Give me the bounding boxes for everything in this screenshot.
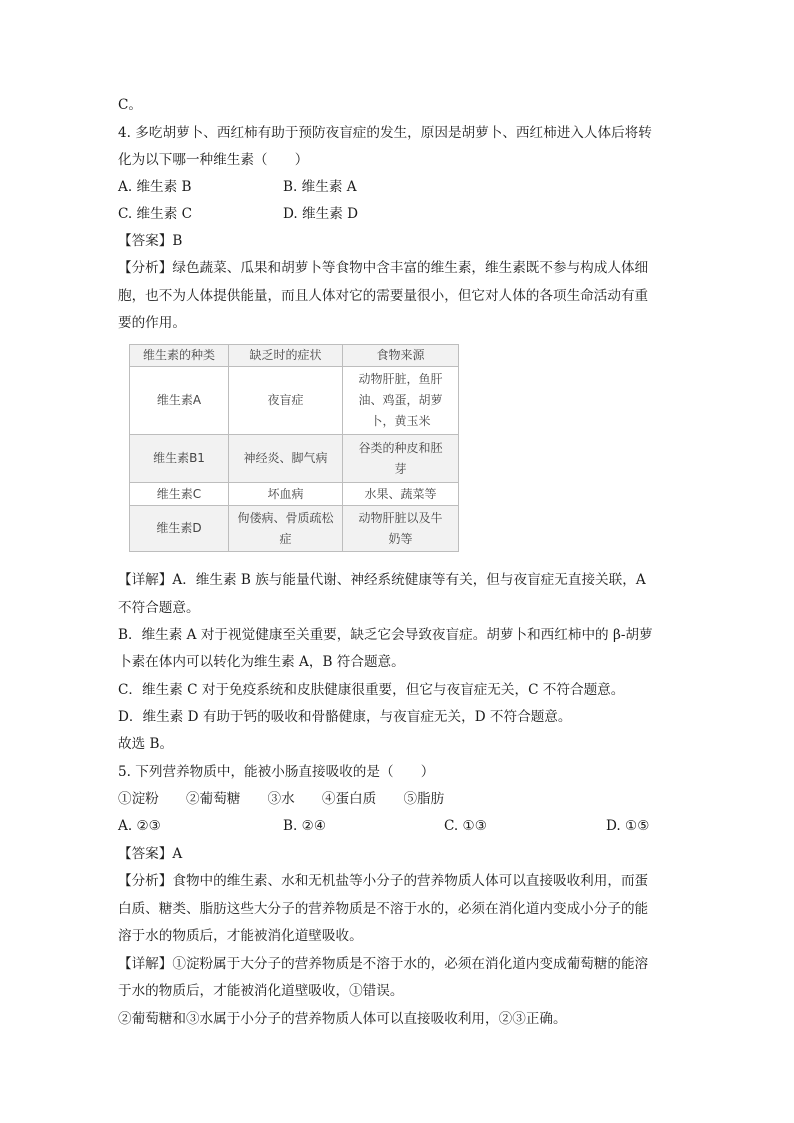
q5-items: ①淀粉 ②葡萄糖 ③水 ④蛋白质 ⑤脂肪 <box>118 791 445 807</box>
question-4-stem-cont: 化为以下哪一种维生素（ ） <box>118 152 309 168</box>
table-row <box>130 506 459 552</box>
q5-detail: 【详解】①淀粉属于大分子的营养物质是不溶于水的，必须在消化道内变成葡萄糖的能溶 <box>118 956 649 972</box>
table-header: 维生素的种类 <box>130 345 229 367</box>
vitamin-table <box>129 344 459 552</box>
table-row <box>130 435 459 483</box>
table-header: 食物来源 <box>343 345 459 367</box>
q4-answer: 【答案】B <box>118 233 183 249</box>
table-row <box>130 367 459 435</box>
q5-detail: 于水的物质后，才能被消化道壁吸收，①错误。 <box>118 983 404 999</box>
text-line: C。 <box>118 97 142 113</box>
table-cell: 水果、蔬菜等 <box>343 483 459 506</box>
table-cell: 维生素A <box>130 367 229 435</box>
q4-analysis: 【分析】绿色蔬菜、瓜果和胡萝卜等食物中含丰富的维生素，维生素既不参与构成人体细 <box>118 260 649 276</box>
table-cell: 维生素B1 <box>130 435 229 483</box>
q5-option-d: D. ①⑤ <box>606 818 650 834</box>
table-cell: 谷类的种皮和胚芽 <box>343 435 459 483</box>
q5-detail: ②葡萄糖和③水属于小分子的营养物质人体可以直接吸收利用，②③正确。 <box>118 1011 567 1027</box>
table-header: 缺乏时的症状 <box>229 345 343 367</box>
q5-analysis: 溶于水的物质后，才能被消化道壁吸收。 <box>118 928 363 944</box>
q4-detail: 卜素在体内可以转化为维生素 A，B 符合题意。 <box>118 654 405 670</box>
q4-analysis: 胞，也不为人体提供能量，而且人体对它的需要量很小，但它对人体的各项生命活动有重 <box>118 288 649 304</box>
table-cell: 佝偻病、骨质疏松症 <box>229 506 343 552</box>
question-5-stem: 5. 下列营养物质中，能被小肠直接吸收的是（ ） <box>118 764 435 780</box>
q4-conclusion: 故选 B。 <box>118 736 174 752</box>
table-cell: 维生素C <box>130 483 229 506</box>
table-cell: 动物肝脏以及牛奶等 <box>343 506 459 552</box>
q5-option-a: A. ②③ <box>118 818 161 834</box>
q5-analysis: 白质、糖类、脂肪这些大分子的营养物质是不溶于水的，必须在消化道内变成小分子的能 <box>118 901 649 917</box>
table-cell: 坏血病 <box>229 483 343 506</box>
q5-answer: 【答案】A <box>118 846 183 862</box>
q4-detail: D．维生素 D 有助于钙的吸收和骨骼健康，与夜盲症无关，D 不符合题意。 <box>118 709 572 725</box>
q4-option-b: B. 维生素 A <box>283 179 357 195</box>
question-4-stem: 4. 多吃胡萝卜、西红柿有助于预防夜盲症的发生，原因是胡萝卜、西红柿进入人体后将转 <box>118 125 652 141</box>
q4-option-c: C. 维生素 C <box>118 206 193 222</box>
q4-option-a: A. 维生素 B <box>118 179 192 195</box>
q4-analysis: 要的作用。 <box>118 315 186 331</box>
q5-analysis: 【分析】食物中的维生素、水和无机盐等小分子的营养物质人体可以直接吸收利用，而蛋 <box>118 873 649 889</box>
q4-option-d: D. 维生素 D <box>283 206 359 222</box>
q4-detail: B．维生素 A 对于视觉健康至关重要，缺乏它会导致夜盲症。胡萝卜和西红柿中的 β-胡萝 <box>118 627 653 643</box>
table-row <box>130 483 459 506</box>
table-cell: 动物肝脏，鱼肝油、鸡蛋，胡萝卜，黄玉米 <box>343 367 459 435</box>
q4-detail: 【详解】A．维生素 B 族与能量代谢、神经系统健康等有关，但与夜盲症无直接关联，A <box>118 572 646 588</box>
q5-option-c: C. ①③ <box>444 818 487 834</box>
q4-detail: 不符合题意。 <box>118 600 200 616</box>
table-cell: 维生素D <box>130 506 229 552</box>
table-cell: 夜盲症 <box>229 367 343 435</box>
q4-detail: C．维生素 C 对于免疫系统和皮肤健康很重要，但它与夜盲症无关，C 不符合题意。 <box>118 682 625 698</box>
q5-option-b: B. ②④ <box>283 818 327 834</box>
table-cell: 神经炎、脚气病 <box>229 435 343 483</box>
